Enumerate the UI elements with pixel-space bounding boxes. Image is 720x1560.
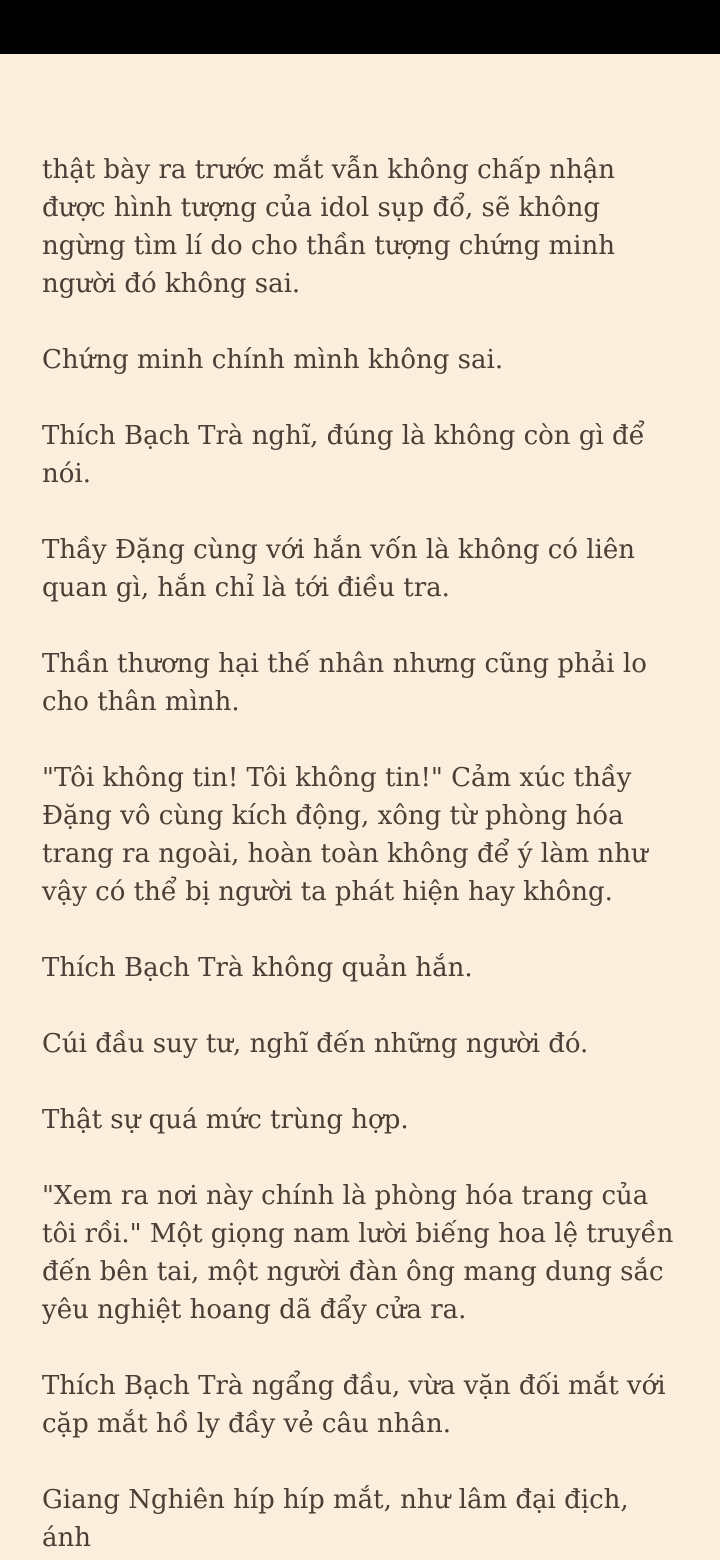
paragraph-10: "Xem ra nơi này chính là phòng hóa trang của tôi rồi." Một giọng nam lười biếng hoa lệ truyền đến bên tai, một người đàn ông mang dung sắc yêu nghiệt hoang dã đẩy cửa ra. [42, 1181, 674, 1325]
paragraph-7: Thích Bạch Trà không quản hắn. [42, 953, 473, 983]
paragraph-9: Thật sự quá mức trùng hợp. [42, 1105, 409, 1135]
paragraph-11: Thích Bạch Trà ngẩng đầu, vừa vặn đối mắt với cặp mắt hồ ly đầy vẻ câu nhân. [42, 1371, 666, 1439]
paragraph-5: Thần thương hại thế nhân nhưng cũng phải lo cho thân mình. [42, 649, 647, 717]
paragraph-6: "Tôi không tin! Tôi không tin!" Cảm xúc thầy Đặng vô cùng kích động, xông từ phòng hóa trang ra ngoài, hoàn toàn không để ý làm như vậy có thể bị người ta phát hiện hay không. [42, 763, 648, 907]
reading-view[interactable] [0, 54, 720, 1560]
paragraph-2: Chứng minh chính mình không sai. [42, 345, 504, 375]
status-bar [0, 0, 720, 54]
chapter-text [42, 151, 677, 1560]
paragraph-8: Cúi đầu suy tư, nghĩ đến những người đó. [42, 1029, 589, 1059]
paragraph-3: Thích Bạch Trà nghĩ, đúng là không còn gì để nói. [42, 421, 645, 489]
paragraph-12: Giang Nghiên híp híp mắt, như lâm đại địch, ánh [42, 1485, 629, 1553]
paragraph-4: Thầy Đặng cùng với hắn vốn là không có liên quan gì, hắn chỉ là tới điều tra. [42, 535, 635, 603]
paragraph-1: thật bày ra trước mắt vẫn không chấp nhận được hình tượng của idol sụp đổ, sẽ không ngừng tìm lí do cho thần tượng chứng minh người đó không sai. [42, 155, 615, 299]
